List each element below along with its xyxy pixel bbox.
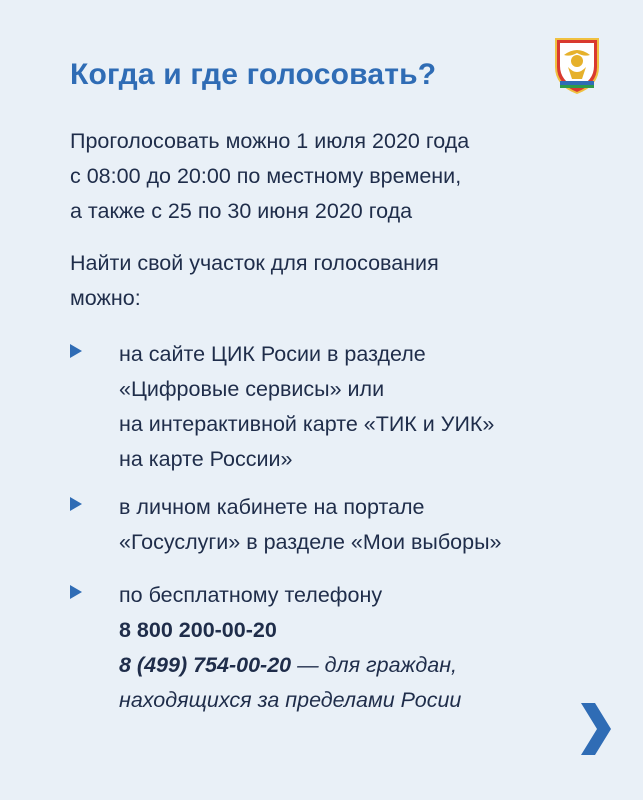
triangle-bullet-icon xyxy=(70,344,82,358)
list-item-line: «Госуслуги» в разделе «Мои выборы» xyxy=(119,530,502,554)
list-item-line: по бесплатному телефону xyxy=(119,583,383,607)
triangle-bullet-icon xyxy=(70,585,82,599)
list-item-line: на сайте ЦИК Росии в разделе xyxy=(119,342,426,366)
abroad-note-line: находящихся за пределами Росии xyxy=(119,688,462,712)
find-line: Найти свой участок для голосования xyxy=(70,251,439,275)
list-item-line: «Цифровые сервисы» или xyxy=(119,377,385,401)
find-line: можно: xyxy=(70,286,141,310)
abroad-phone[interactable]: 8 (499) 754-00-20 xyxy=(119,653,292,677)
intro-paragraph xyxy=(70,124,469,229)
list-item-line: на интерактивной карте «ТИК и УИК» xyxy=(119,412,495,436)
page-title: Когда и где голосовать? xyxy=(70,58,437,91)
chevron-right-icon[interactable] xyxy=(577,699,613,759)
intro-line: а также с 25 по 30 июня 2020 года xyxy=(70,199,413,223)
emblem-icon xyxy=(548,33,606,95)
list-item-line: в личном кабинете на портале xyxy=(119,495,425,519)
list-item-line: на карте России» xyxy=(119,447,293,471)
intro-line: с 08:00 до 20:00 по местному времени, xyxy=(70,164,462,188)
hotline-phone[interactable]: 8 800 200-00-20 xyxy=(119,618,277,642)
triangle-bullet-icon xyxy=(70,497,82,511)
intro-line: Проголосовать можно 1 июля 2020 года xyxy=(70,129,470,153)
find-paragraph xyxy=(70,246,439,316)
abroad-phone-note: — для граждан, xyxy=(291,653,457,677)
